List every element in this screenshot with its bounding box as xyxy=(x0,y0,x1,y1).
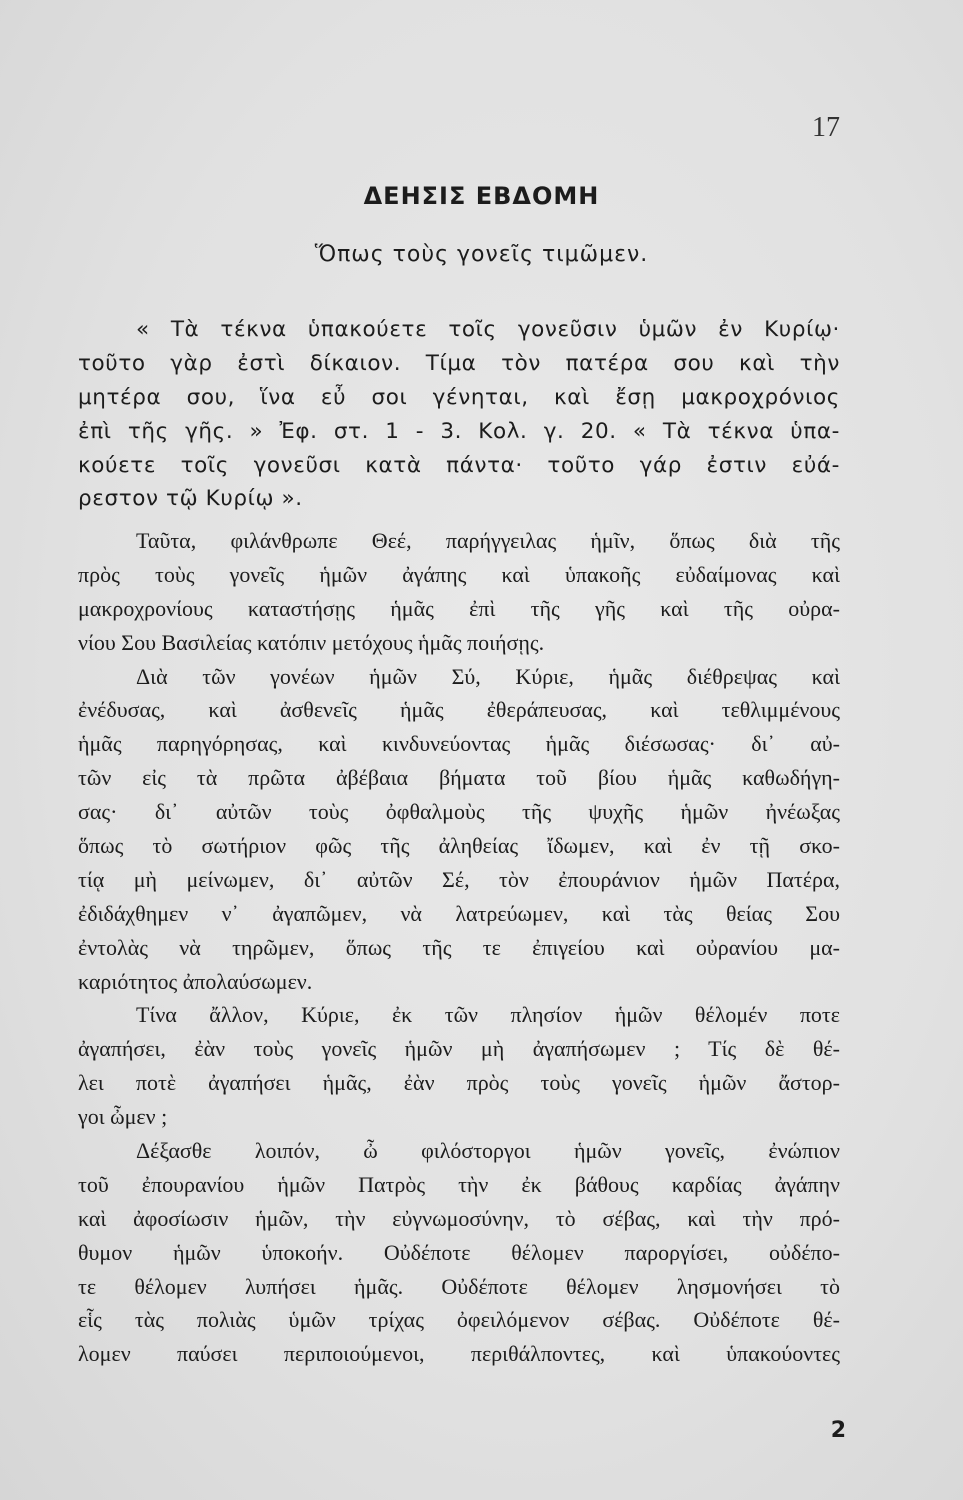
page-number: 17 xyxy=(812,112,840,143)
body-line: ἐδιδάχθημεν ν᾽ ἀγαπῶμεν, νὰ λατρεύωμεν, καὶ τὰς θείας Σου xyxy=(78,900,840,926)
body-line: Δέξασθε λοιπόν, ὦ φιλόστοργοι ἡμῶν γονεῖς, ἐνώπιον xyxy=(136,1138,840,1164)
quote-line: « Τὰ τέκνα ὑπακούετε τοῖς γονεῦσιν ὑμῶν ἐν Κυρίῳ· xyxy=(136,317,840,342)
body-line: εἷς τὰς πολιὰς ὑμῶν τρίχας ὀφειλόμενον σέβας. Οὐδέποτε θέ- xyxy=(78,1307,840,1333)
body-line: θυμον ἡμῶν ὑποκοήν. Οὐδέποτε θέλομεν παροργίσει, οὐδέπο- xyxy=(78,1239,840,1265)
body-line: γοι ὦμεν ; xyxy=(78,1104,168,1130)
prayer-body xyxy=(78,524,840,1371)
quote-line: ρεστον τῷ Κυρίῳ ». xyxy=(78,486,303,512)
body-line: μακροχρονίους καταστήσῃς ἡμᾶς ἐπὶ τῆς γῆς καὶ τῆς οὐρα- xyxy=(78,595,840,621)
body-line: ἐντολὰς νὰ τηρῶμεν, ὅπως τῆς τε ἐπιγείου καὶ οὐρανίου μα- xyxy=(78,934,840,960)
body-line: τῶν εἰς τὰ πρῶτα ἀβέβαια βήματα τοῦ βίου ἡμᾶς καθωδήγη- xyxy=(78,765,840,791)
body-line: Διὰ τῶν γονέων ἡμῶν Σύ, Κύριε, ἡμᾶς διέθρεψας καὶ xyxy=(136,663,840,689)
body-line: ὅπως τὸ σωτήριον φῶς τῆς ἀληθείας ἴδωμεν, καὶ ἐν τῇ σκο- xyxy=(78,833,840,859)
body-line: τοῦ ἐπουρανίου ἡμῶν Πατρὸς τὴν ἐκ βάθους καρδίας ἀγάπην xyxy=(78,1171,840,1197)
signature-mark: 2 xyxy=(830,1418,846,1443)
body-line: καὶ ἀφοσίωσιν ἡμῶν, τὴν εὐγνωμοσύνην, τὸ σέβας, καὶ τὴν πρό- xyxy=(78,1205,840,1231)
body-line: λομεν παύσει περιποιούμενοι, περιθάλποντες, καὶ ὑπακούοντες xyxy=(78,1341,840,1367)
body-line: σας· δι᾽ αὐτῶν τοὺς ὀφθαλμοὺς τῆς ψυχῆς ἡμῶν ἠνέωξας xyxy=(78,799,840,825)
body-line: ἡμᾶς παρηγόρησας, καὶ κινδυνεύοντας ἡμᾶς διέσωσας· δι᾽ αὐ- xyxy=(78,731,840,757)
body-line: τε θέλομεν λυπήσει ἡμᾶς. Οὐδέποτε θέλομεν λησμονήσει τὸ xyxy=(78,1273,840,1299)
prayer-heading: ΔΕΗΣΙΣ ΕΒΔΟΜΗ xyxy=(363,182,600,210)
prayer-subheading: Ὅπως τοὺς γονεῖς τιμῶμεν. xyxy=(314,242,649,267)
quote-line: μητέρα σου, ἵνα εὖ σοι γένηται, καὶ ἔσῃ μακροχρόνιος xyxy=(78,384,840,410)
body-line: λει ποτὲ ἀγαπήσει ἡμᾶς, ἐὰν πρὸς τοὺς γονεῖς ἡμῶν ἄστορ- xyxy=(78,1070,840,1096)
body-line: Τίνα ἄλλον, Κύριε, ἐκ τῶν πλησίον ἡμῶν θέλομέν ποτε xyxy=(136,1002,840,1028)
body-line: Ταῦτα, φιλάνθρωπε Θεέ, παρήγγειλας ἡμῖν, ὅπως διὰ τῆς xyxy=(136,528,840,553)
scripture-quote xyxy=(78,313,840,516)
quote-line: τοῦτο γὰρ ἐστὶ δίκαιον. Τίμα τὸν πατέρα σου καὶ τὴν xyxy=(78,350,840,376)
body-line: ἐνέδυσας, καὶ ἀσθενεῖς ἡμᾶς ἐθεράπευσας, καὶ τεθλιμμένους xyxy=(78,697,840,723)
body-line: τίᾳ μὴ μείνωμεν, δι᾽ αὐτῶν Σέ, τὸν ἐπουράνιον ἡμῶν Πατέρα, xyxy=(78,866,840,892)
body-line: καριότητος ἀπολαύσωμεν. xyxy=(78,968,313,994)
body-line: νίου Σου Βασιλείας κατόπιν μετόχους ἡμᾶς ποιήσῃς. xyxy=(78,629,545,655)
quote-line: ἐπὶ τῆς γῆς. » Ἐφ. στ. 1 - 3. Κολ. γ. 20. « Τὰ τέκνα ὑπα- xyxy=(78,418,840,444)
body-line: πρὸς τοὺς γονεῖς ἡμῶν ἀγάπης καὶ ὑπακοῆς εὐδαίμονας καὶ xyxy=(78,561,840,587)
body-line: ἀγαπήσει, ἐὰν τοὺς γονεῖς ἡμῶν μὴ ἀγαπήσωμεν ; Τίς δὲ θέ- xyxy=(78,1036,840,1062)
quote-line: κούετε τοῖς γονεῦσι κατὰ πάντα· τοῦτο γάρ ἐστιν εὐά- xyxy=(78,452,840,478)
